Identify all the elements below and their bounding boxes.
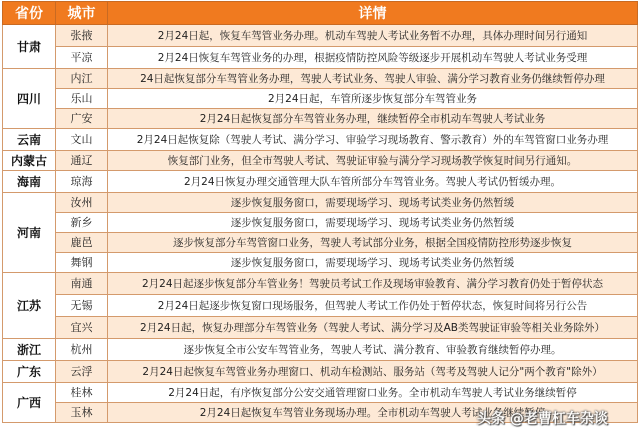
province-cell: 海南 xyxy=(3,171,56,193)
table-row xyxy=(3,233,638,253)
province-cell: 浙江 xyxy=(3,339,56,361)
table-row xyxy=(3,69,638,89)
detail-cell: 逐步恢复服务窗口，需要现场学习、现场考试类业务仍然暂缓 xyxy=(108,193,638,213)
table-row xyxy=(3,129,638,151)
header-province: 省份 xyxy=(3,2,56,25)
table-row xyxy=(3,171,638,193)
city-cell: 无锡 xyxy=(56,295,108,317)
detail-cell: 2月24日起，车管所逐步恢复部分车驾管业务 xyxy=(108,89,638,109)
province-cell: 甘肃 xyxy=(3,25,56,69)
city-cell: 鹿邑 xyxy=(56,233,108,253)
detail-cell: 2月24日起逐步恢复部分车管业务！驾驶员考试工作及现场审验教育、满分学习教育仍处于暂停状态 xyxy=(108,273,638,295)
table-row xyxy=(3,361,638,383)
city-cell: 南通 xyxy=(56,273,108,295)
detail-cell: 2月24日恢复办理交通管理大队车管所部分车驾管业务。驾驶人考试仍暂缓办理。 xyxy=(108,171,638,193)
city-cell: 玉林 xyxy=(56,403,108,423)
watermark-text: 头条 @老曹杠车杂谈 xyxy=(477,411,608,427)
province-cell: 广东 xyxy=(3,361,56,383)
province-cell: 江苏 xyxy=(3,273,56,339)
city-cell: 文山 xyxy=(56,129,108,151)
table-row xyxy=(3,295,638,317)
city-cell: 杭州 xyxy=(56,339,108,361)
detail-cell: 逐步恢复全市公安车驾管业务，驾驶人考试、满分教育、审验教育继续暂停办理。 xyxy=(108,339,638,361)
table-row xyxy=(3,89,638,109)
detail-cell: 逐步恢复服务窗口，需要现场学习、现场考试类业务仍然暂缓 xyxy=(108,213,638,233)
city-cell: 舞钢 xyxy=(56,253,108,273)
detail-cell: 2月24日起，恢复车驾管业务办理。机动车驾驶人考试业务暂不办理，具体办理时间另行通知 xyxy=(108,25,638,47)
detail-cell: 2月24日起恢复部分车驾管业务办理，继续暂停全市机动车驾驶人考试业务 xyxy=(108,109,638,129)
province-cell: 云南 xyxy=(3,129,56,151)
city-cell: 张掖 xyxy=(56,25,108,47)
province-cell: 内蒙古 xyxy=(3,151,56,171)
detail-cell: 2月24日起，恢复办理部分车驾管业务（驾驶人考试、满分学习及AB类驾驶证审验等相关业务除外） xyxy=(108,317,638,339)
table-row xyxy=(3,213,638,233)
detail-cell: 逐步恢复服务窗口，需要现场学习、现场考试类业务仍然暂缓 xyxy=(108,253,638,273)
detail-cell: 恢复部门业务，但全市驾驶人考试、驾驶证审验与满分学习现场教学恢复时间另行通知。 xyxy=(108,151,638,171)
detail-cell: 2月24日起，有序恢复部分公安交通管理窗口业务。全市机动车驾驶人考试业务继续暂停 xyxy=(108,383,638,403)
city-cell: 桂林 xyxy=(56,383,108,403)
header-city: 城市 xyxy=(56,2,108,25)
city-cell: 新乡 xyxy=(56,213,108,233)
city-cell: 乐山 xyxy=(56,89,108,109)
detail-cell: 2月24日恢复车驾管业务的办理，根据疫情防控风险等级逐步开展机动车驾驶人考试业务受理 xyxy=(108,47,638,69)
table-row xyxy=(3,317,638,339)
province-cell: 广西 xyxy=(3,383,56,423)
city-cell: 通辽 xyxy=(56,151,108,171)
table-row xyxy=(3,383,638,403)
policy-table xyxy=(2,1,638,423)
detail-cell: 2月24日起恢复车驾管业务现场办理。全市机动车驾驶人考试业务继续暂停 xyxy=(108,403,638,423)
detail-cell: 2月24日起逐步恢复窗口现场服务，但驾驶人考试工作仍处于暂停状态，恢复时间将另行公告 xyxy=(108,295,638,317)
table-row xyxy=(3,151,638,171)
detail-cell: 逐步恢复部分车驾管窗口业务，驾驶人考试部分业务，根据全国疫情防控形势逐步恢复 xyxy=(108,233,638,253)
city-cell: 宜兴 xyxy=(56,317,108,339)
detail-cell: 2月24日起恢复除（驾驶人考试、满分学习、审验学习现场教育、警示教育）外的车驾管窗口业务办理 xyxy=(108,129,638,151)
province-cell: 河南 xyxy=(3,193,56,273)
table-row xyxy=(3,273,638,295)
detail-cell: 24日起恢复部分车驾管业务办理，驾驶人考试业务、驾驶人审验、满分学习教育业务仍继续暂停办理 xyxy=(108,69,638,89)
city-cell: 平凉 xyxy=(56,47,108,69)
city-cell: 广安 xyxy=(56,109,108,129)
table-row xyxy=(3,47,638,69)
table-row xyxy=(3,253,638,273)
city-cell: 汝州 xyxy=(56,193,108,213)
city-cell: 云浮 xyxy=(56,361,108,383)
province-cell: 四川 xyxy=(3,69,56,129)
header-detail: 详情 xyxy=(108,2,638,25)
city-cell: 内江 xyxy=(56,69,108,89)
table-row xyxy=(3,193,638,213)
table-row xyxy=(3,339,638,361)
city-cell: 琼海 xyxy=(56,171,108,193)
table-row xyxy=(3,109,638,129)
table-body xyxy=(3,25,638,423)
detail-cell: 2月24日起恢复车驾管业务办理窗口、机动车检测站、服务站（驾考及驾驶人记分"两个教育"除外） xyxy=(108,361,638,383)
table-row xyxy=(3,25,638,47)
table-header-row xyxy=(3,2,638,25)
